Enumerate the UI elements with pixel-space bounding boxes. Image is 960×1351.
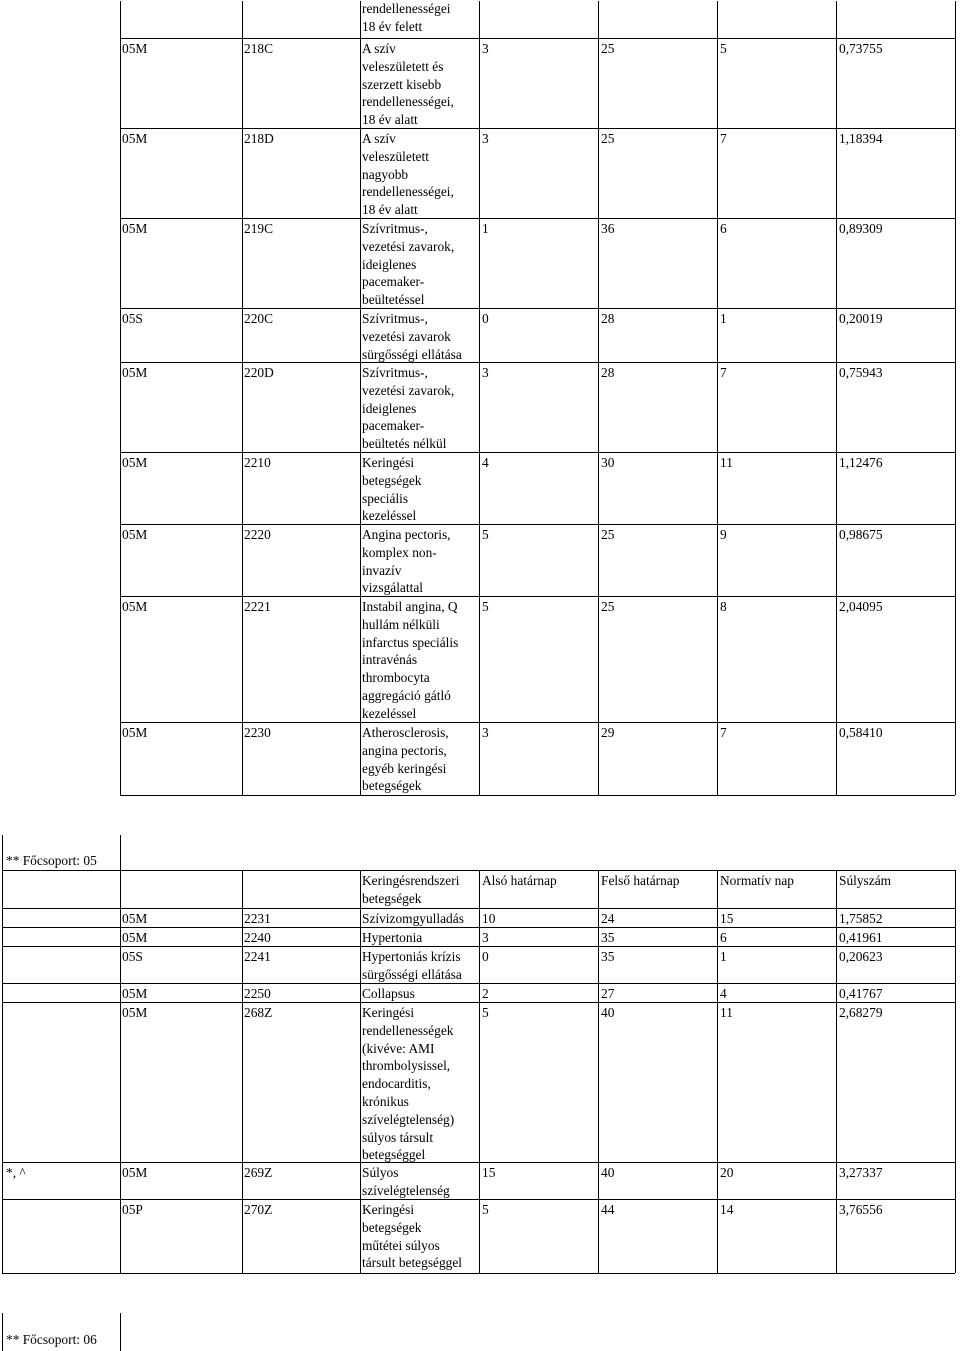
table-border [2, 835, 3, 1274]
group-code-cell: 05M [122, 365, 148, 380]
lower-limit-cell: 10 [482, 911, 496, 926]
table-border [120, 362, 955, 363]
lower-limit-cell: 5 [482, 1202, 489, 1217]
lower-limit-cell: 3 [482, 930, 489, 945]
drg-code-cell: 220C [244, 311, 274, 326]
table-border [955, 870, 956, 1273]
drg-name-line: sürgősségi ellátása [362, 346, 462, 362]
drg-name-line: betegséggel [362, 1147, 426, 1163]
drg-name-line: betegségek [362, 1219, 422, 1235]
normative-days-cell: 6 [720, 930, 727, 945]
normative-days-cell: 5 [720, 41, 727, 56]
table-border [360, 870, 361, 1273]
group-code-cell: 05M [122, 986, 148, 1001]
drg-name-line: vezetési zavarok, [362, 382, 455, 398]
drg-name-line: vizsgálattal [362, 580, 423, 596]
weight-cell: 0,89309 [839, 221, 883, 236]
drg-name-line: kezeléssel [362, 705, 417, 721]
drg-name-line: ideiglenes [362, 400, 417, 416]
table-border [598, 870, 599, 1273]
name-fragment-line: rendellenességei [362, 1, 451, 16]
drg-name-line: Collapsus [362, 986, 415, 1001]
normative-days-cell: 4 [720, 986, 727, 1001]
lower-limit-cell: 15 [482, 1165, 496, 1180]
drg-name-line: Szívritmus-, [362, 221, 428, 236]
drg-name-line: szívelégtelenség) [362, 1111, 455, 1127]
group-code-cell: 05S [122, 949, 143, 964]
header-category-line: betegségek [362, 890, 422, 906]
section-title: ** Főcsoport: 05 [6, 853, 97, 868]
drg-name-line: hullám nélküli [362, 616, 440, 632]
drg-name-line: rendellenességei, [362, 94, 454, 110]
normative-days-cell: 11 [720, 1005, 733, 1020]
drg-name-line: Szívizomgyulladás [362, 911, 464, 926]
drg-name-line: szívelégtelenség [362, 1182, 450, 1198]
lower-limit-cell: 1 [482, 221, 489, 236]
group-code-cell: 05M [122, 911, 148, 926]
table-border [120, 308, 955, 309]
drg-name-line: betegségek [362, 778, 422, 794]
drg-name-line: Hypertonia [362, 930, 423, 945]
group-code-cell: 05M [122, 725, 148, 740]
lower-limit-cell: 3 [482, 725, 489, 740]
upper-limit-cell: 29 [601, 725, 615, 740]
name-fragment-line: 18 év felett [362, 18, 423, 34]
table-border [120, 835, 121, 870]
normative-days-cell: 7 [720, 365, 727, 380]
lower-limit-cell: 2 [482, 986, 489, 1001]
drg-name-line: ideiglenes [362, 256, 417, 272]
normative-days-cell: 1 [720, 311, 727, 326]
weight-cell: 1,18394 [839, 131, 883, 146]
drg-name-line: aggregáció gátló [362, 688, 451, 703]
drg-name-line: pacemaker- [362, 274, 425, 290]
group-code-cell: 05M [122, 221, 148, 236]
lower-limit-cell: 5 [482, 599, 489, 614]
table-border [242, 1, 243, 795]
drg-name-line: Hypertoniás krízis [362, 949, 461, 964]
table-border [120, 1313, 121, 1351]
drg-name-line: nagyobb [362, 166, 409, 182]
drg-name-line: A szív [362, 131, 396, 146]
drg-name-line: beültetéssel [362, 292, 425, 308]
drg-name-line: súlyos társult [362, 1129, 434, 1145]
weight-cell: 0,58410 [839, 725, 883, 740]
drg-name-line: rendellenességei, [362, 184, 454, 200]
drg-name-line: Angina pectoris, [362, 527, 451, 542]
upper-limit-cell: 28 [601, 365, 615, 380]
table-border [120, 870, 121, 1273]
lower-limit-cell: 4 [482, 455, 489, 470]
drg-name-line: Instabil angina, Q [362, 599, 458, 614]
drg-code-cell: 2220 [244, 527, 271, 542]
weight-cell: 0,20623 [839, 949, 883, 964]
table-border [598, 1, 599, 795]
table-border [836, 870, 837, 1273]
table-border [120, 218, 955, 219]
drg-code-cell: 269Z [244, 1165, 273, 1180]
drg-name-line: invazív [362, 562, 402, 578]
weight-cell: 0,98675 [839, 527, 883, 542]
upper-limit-cell: 35 [601, 949, 615, 964]
drg-name-line: 18 év alatt [362, 202, 418, 218]
upper-limit-cell: 25 [601, 527, 615, 542]
drg-code-cell: 2240 [244, 930, 271, 945]
weight-cell: 1,75852 [839, 911, 883, 926]
drg-name-line: (kivéve: AMI [362, 1040, 435, 1056]
weight-cell: 3,27337 [839, 1165, 883, 1180]
drg-code-cell: 2221 [244, 599, 271, 614]
group-code-cell: 05M [122, 1165, 148, 1180]
drg-name-line: A szív [362, 41, 396, 56]
lower-limit-cell: 5 [482, 527, 489, 542]
header-lower-limit: Alsó határnap [482, 873, 557, 888]
group-code-cell: 05M [122, 41, 148, 56]
normative-days-cell: 20 [720, 1165, 734, 1180]
table-border [120, 524, 955, 525]
weight-cell: 0,75943 [839, 365, 883, 380]
header-weight: Súlyszám [839, 873, 892, 888]
section-title: ** Főcsoport: 06 [6, 1332, 97, 1347]
drg-name-line: beültetés nélkül [362, 436, 447, 452]
drg-name-line: szerzett kisebb [362, 76, 442, 92]
drg-name-line: Szívritmus-, [362, 311, 428, 326]
lower-limit-cell: 5 [482, 1005, 489, 1020]
upper-limit-cell: 44 [601, 1202, 615, 1217]
upper-limit-cell: 28 [601, 311, 615, 326]
normative-days-cell: 11 [720, 455, 733, 470]
header-upper-limit: Felső határnap [601, 873, 680, 888]
table-border [717, 1, 718, 795]
drg-name-line: kezeléssel [362, 508, 417, 524]
upper-limit-cell: 30 [601, 455, 615, 470]
drg-name-line: intravénás [362, 652, 418, 668]
drg-code-cell: 219C [244, 221, 274, 236]
lower-limit-cell: 0 [482, 311, 489, 326]
normative-days-cell: 15 [720, 911, 734, 926]
group-code-cell: 05M [122, 930, 148, 945]
group-code-cell: 05M [122, 1005, 148, 1020]
normative-days-cell: 9 [720, 527, 727, 542]
upper-limit-cell: 25 [601, 131, 615, 146]
table-border [120, 722, 955, 723]
normative-days-cell: 6 [720, 221, 727, 236]
table-border [717, 870, 718, 1273]
table-border [120, 38, 955, 39]
drg-name-line: Atherosclerosis, [362, 725, 449, 740]
drg-code-cell: 2230 [244, 725, 271, 740]
normative-days-cell: 1 [720, 949, 727, 964]
upper-limit-cell: 40 [601, 1005, 615, 1020]
normative-days-cell: 7 [720, 131, 727, 146]
drg-name-line: Súlyos [362, 1165, 399, 1180]
drg-name-line: Keringési [362, 1005, 415, 1020]
table-border [836, 1, 837, 795]
drg-name-line: műtétei súlyos [362, 1237, 440, 1253]
drg-name-line: Szívritmus-, [362, 365, 428, 380]
table-border [242, 870, 243, 1273]
drg-name-line: betegségek [362, 472, 422, 488]
drg-name-line: vezetési zavarok [362, 328, 451, 344]
drg-name-line: egyéb keringési [362, 760, 447, 776]
drg-name-line: veleszületett [362, 148, 429, 164]
upper-limit-cell: 35 [601, 930, 615, 945]
drg-name-line: speciális [362, 490, 409, 506]
upper-limit-cell: 25 [601, 599, 615, 614]
weight-cell: 1,12476 [839, 455, 883, 470]
table-border [120, 596, 955, 597]
table-border [2, 1273, 955, 1274]
table-border [955, 1, 956, 795]
drg-code-cell: 268Z [244, 1005, 273, 1020]
weight-cell: 2,04095 [839, 599, 883, 614]
lower-limit-cell: 3 [482, 365, 489, 380]
table-border [120, 795, 955, 796]
drg-name-line: komplex non- [362, 544, 437, 560]
header-normative-days: Normatív nap [720, 873, 795, 888]
group-code-cell: 05M [122, 131, 148, 146]
drg-name-line: társult betegséggel [362, 1255, 463, 1271]
lower-limit-cell: 3 [482, 131, 489, 146]
drg-name-line: sürgősségi ellátása [362, 966, 462, 982]
drg-name-line: thrombocyta [362, 670, 430, 686]
drg-name-line: angina pectoris, [362, 742, 447, 758]
weight-cell: 3,76556 [839, 1202, 883, 1217]
upper-limit-cell: 24 [601, 911, 615, 926]
weight-cell: 0,20019 [839, 311, 883, 326]
drg-name-line: infarctus speciális [362, 634, 459, 650]
lower-limit-cell: 3 [482, 41, 489, 56]
footnote-marker: *, ^ [6, 1165, 26, 1180]
drg-name-line: vezetési zavarok, [362, 238, 455, 254]
header-category-line: Keringésrendszeri [362, 873, 460, 888]
upper-limit-cell: 40 [601, 1165, 615, 1180]
weight-cell: 2,68279 [839, 1005, 883, 1020]
weight-cell: 0,41767 [839, 986, 883, 1001]
drg-code-cell: 270Z [244, 1202, 273, 1217]
drg-name-line: veleszületett és [362, 58, 444, 74]
table-border [360, 1, 361, 795]
drg-code-cell: 218C [244, 41, 274, 56]
drg-code-cell: 2250 [244, 986, 271, 1001]
drg-name-line: endocarditis, [362, 1076, 431, 1092]
upper-limit-cell: 36 [601, 221, 615, 236]
group-code-cell: 05M [122, 455, 148, 470]
table-border [2, 1313, 3, 1351]
drg-code-cell: 2231 [244, 911, 271, 926]
table-border [479, 1, 480, 795]
group-code-cell: 05P [122, 1202, 143, 1217]
group-code-cell: 05M [122, 599, 148, 614]
normative-days-cell: 14 [720, 1202, 734, 1217]
drg-code-cell: 2241 [244, 949, 271, 964]
drg-code-cell: 220D [244, 365, 274, 380]
drg-name-line: krónikus [362, 1094, 409, 1109]
table-border [120, 452, 955, 453]
drg-name-line: 18 év alatt [362, 112, 418, 128]
drg-name-line: Keringési [362, 1202, 415, 1217]
group-code-cell: 05M [122, 527, 148, 542]
upper-limit-cell: 27 [601, 986, 615, 1001]
table-border [120, 128, 955, 129]
table-border [120, 1, 121, 795]
drg-name-line: Keringési [362, 455, 415, 470]
group-code-cell: 05S [122, 311, 143, 326]
upper-limit-cell: 25 [601, 41, 615, 56]
lower-limit-cell: 0 [482, 949, 489, 964]
drg-code-cell: 218D [244, 131, 274, 146]
weight-cell: 0,73755 [839, 41, 883, 56]
drg-name-line: rendellenességek [362, 1022, 454, 1038]
normative-days-cell: 8 [720, 599, 727, 614]
weight-cell: 0,41961 [839, 930, 883, 945]
table-border [479, 870, 480, 1273]
drg-name-line: thrombolysissel, [362, 1058, 451, 1074]
drg-name-line: pacemaker- [362, 418, 425, 434]
drg-code-cell: 2210 [244, 455, 271, 470]
normative-days-cell: 7 [720, 725, 727, 740]
